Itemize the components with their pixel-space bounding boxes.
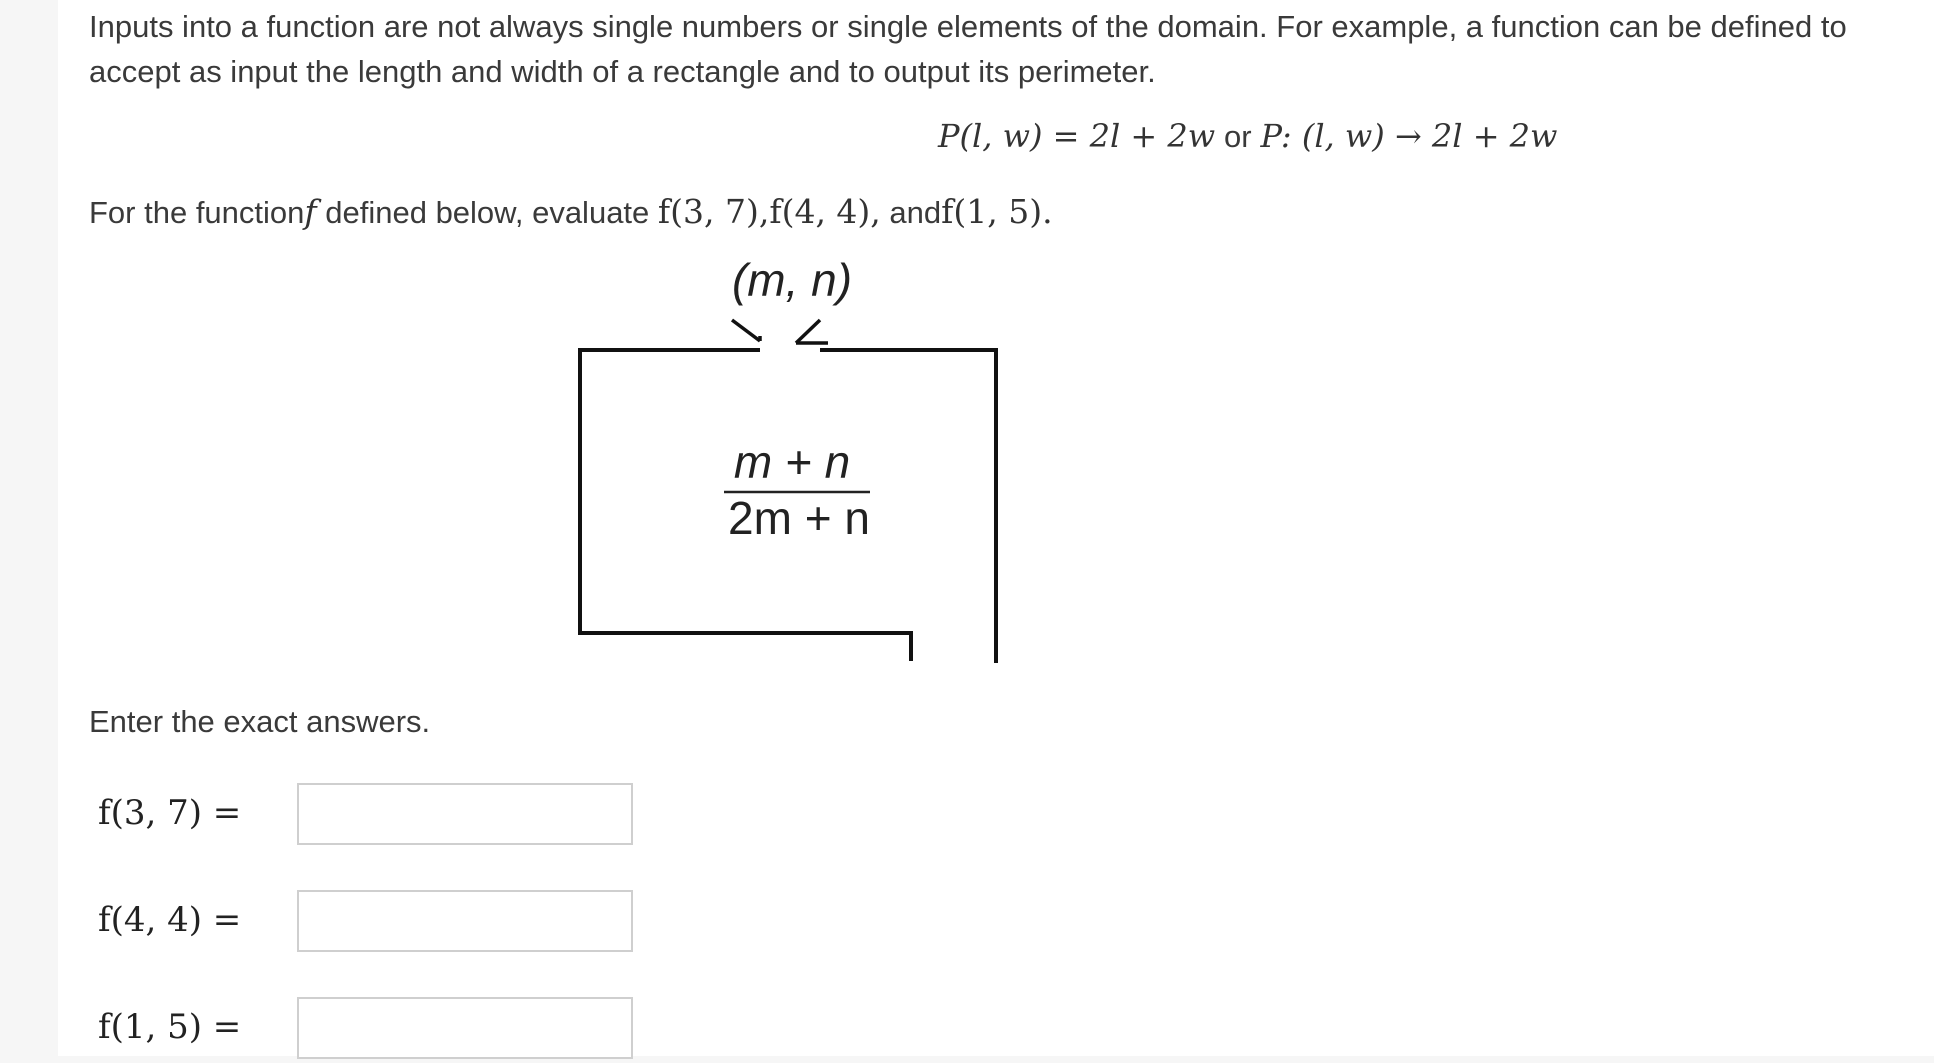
input-arrow-left (732, 320, 760, 341)
fraction-denominator: 2m + n (728, 492, 870, 544)
input-arrow-right (796, 320, 820, 343)
intro-line-2: accept as input the length and width of a rectangle and to output its perimeter. (89, 54, 1156, 89)
prompt-function-name: f (304, 192, 317, 231)
equation-lhs: P(l, w) = 2l + 2w (938, 117, 1216, 155)
answer-input-3[interactable] (297, 997, 633, 1059)
prompt-and: and (889, 195, 942, 230)
answer-input-2[interactable] (297, 890, 633, 952)
instructions-text: Enter the exact answers. (89, 704, 431, 739)
equation-connector: or (1224, 119, 1252, 154)
equation-rhs: P: (l, w) → 2l + 2w (1260, 117, 1558, 155)
prompt-before: For the function (89, 195, 305, 230)
function-machine-diagram (58, 0, 1934, 700)
intro-line-1: Inputs into a function are not always single numbers or single elements of the domain. For example, a function can be defined to (89, 9, 1847, 44)
answer-label-3: f(1, 5) = (98, 1007, 242, 1047)
question-panel (58, 0, 1934, 1056)
prompt-f1: f(3, 7), (657, 192, 770, 231)
fraction-numerator: m + n (733, 436, 851, 488)
answer-label-1: f(3, 7) = (98, 793, 242, 833)
answer-input-1[interactable] (297, 783, 633, 845)
answer-label-2: f(4, 4) = (98, 900, 242, 940)
prompt-middle: defined below, evaluate (325, 195, 650, 230)
prompt-f2: f(4, 4), (769, 192, 881, 231)
prompt-f3: f(1, 5). (941, 192, 1053, 231)
diagram-input-label: (m, n) (731, 254, 853, 306)
